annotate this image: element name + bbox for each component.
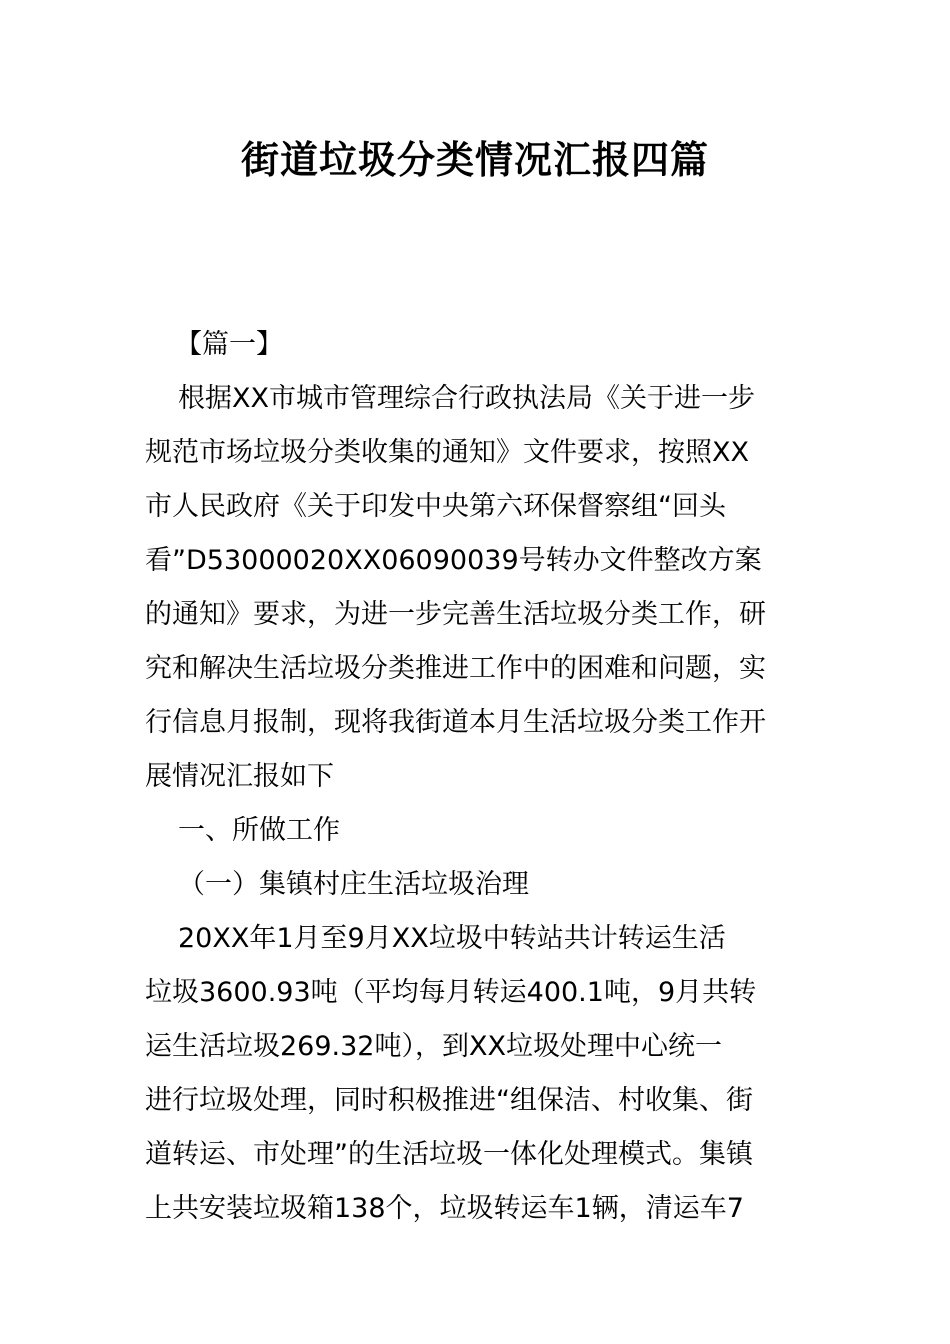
paragraph-line: 20XX年1月至9月XX垃圾中转站共计转运生活 <box>178 923 726 954</box>
paragraph-line: 展情况汇报如下 <box>145 761 334 792</box>
paragraph-1 <box>145 372 805 804</box>
subsection-heading: （一）集镇村庄生活垃圾治理 <box>178 869 529 900</box>
paragraph-line: 垃圾3600.93吨（平均每月转运400.1吨，9月共转 <box>145 977 757 1008</box>
paragraph-line: 上共安装垃圾箱138个，垃圾转运车1辆，清运车7 <box>145 1193 744 1224</box>
paragraph-line: 规范市场垃圾分类收集的通知》文件要求，按照XX <box>145 437 749 468</box>
paragraph-line: 道转运、市处理”的生活垃圾一体化处理模式。集镇 <box>145 1139 753 1170</box>
paragraph-line: 行信息月报制，现将我街道本月生活垃圾分类工作开 <box>145 707 766 738</box>
paragraph-line: 究和解决生活垃圾分类推进工作中的困难和问题，实 <box>145 653 766 684</box>
paragraph-line: 运生活垃圾269.32吨），到XX垃圾处理中心统一 <box>145 1031 722 1062</box>
section-heading: 一、所做工作 <box>178 815 340 846</box>
paragraph-line: 根据XX市城市管理综合行政执法局《关于进一步 <box>178 383 755 414</box>
section-tag: 【篇一】 <box>175 329 283 360</box>
paragraph-2 <box>145 912 805 1236</box>
document-body <box>145 318 805 1236</box>
document-title: 街道垃圾分类情况汇报四篇 <box>240 138 709 182</box>
paragraph-line: 市人民政府《关于印发中央第六环保督察组“回头 <box>145 491 726 522</box>
paragraph-line: 看”D53000020XX06090039号转办文件整改方案 <box>145 545 762 576</box>
paragraph-line: 的通知》要求，为进一步完善生活垃圾分类工作，研 <box>145 599 766 630</box>
paragraph-line: 进行垃圾处理，同时积极推进“组保洁、村收集、街 <box>145 1085 753 1116</box>
